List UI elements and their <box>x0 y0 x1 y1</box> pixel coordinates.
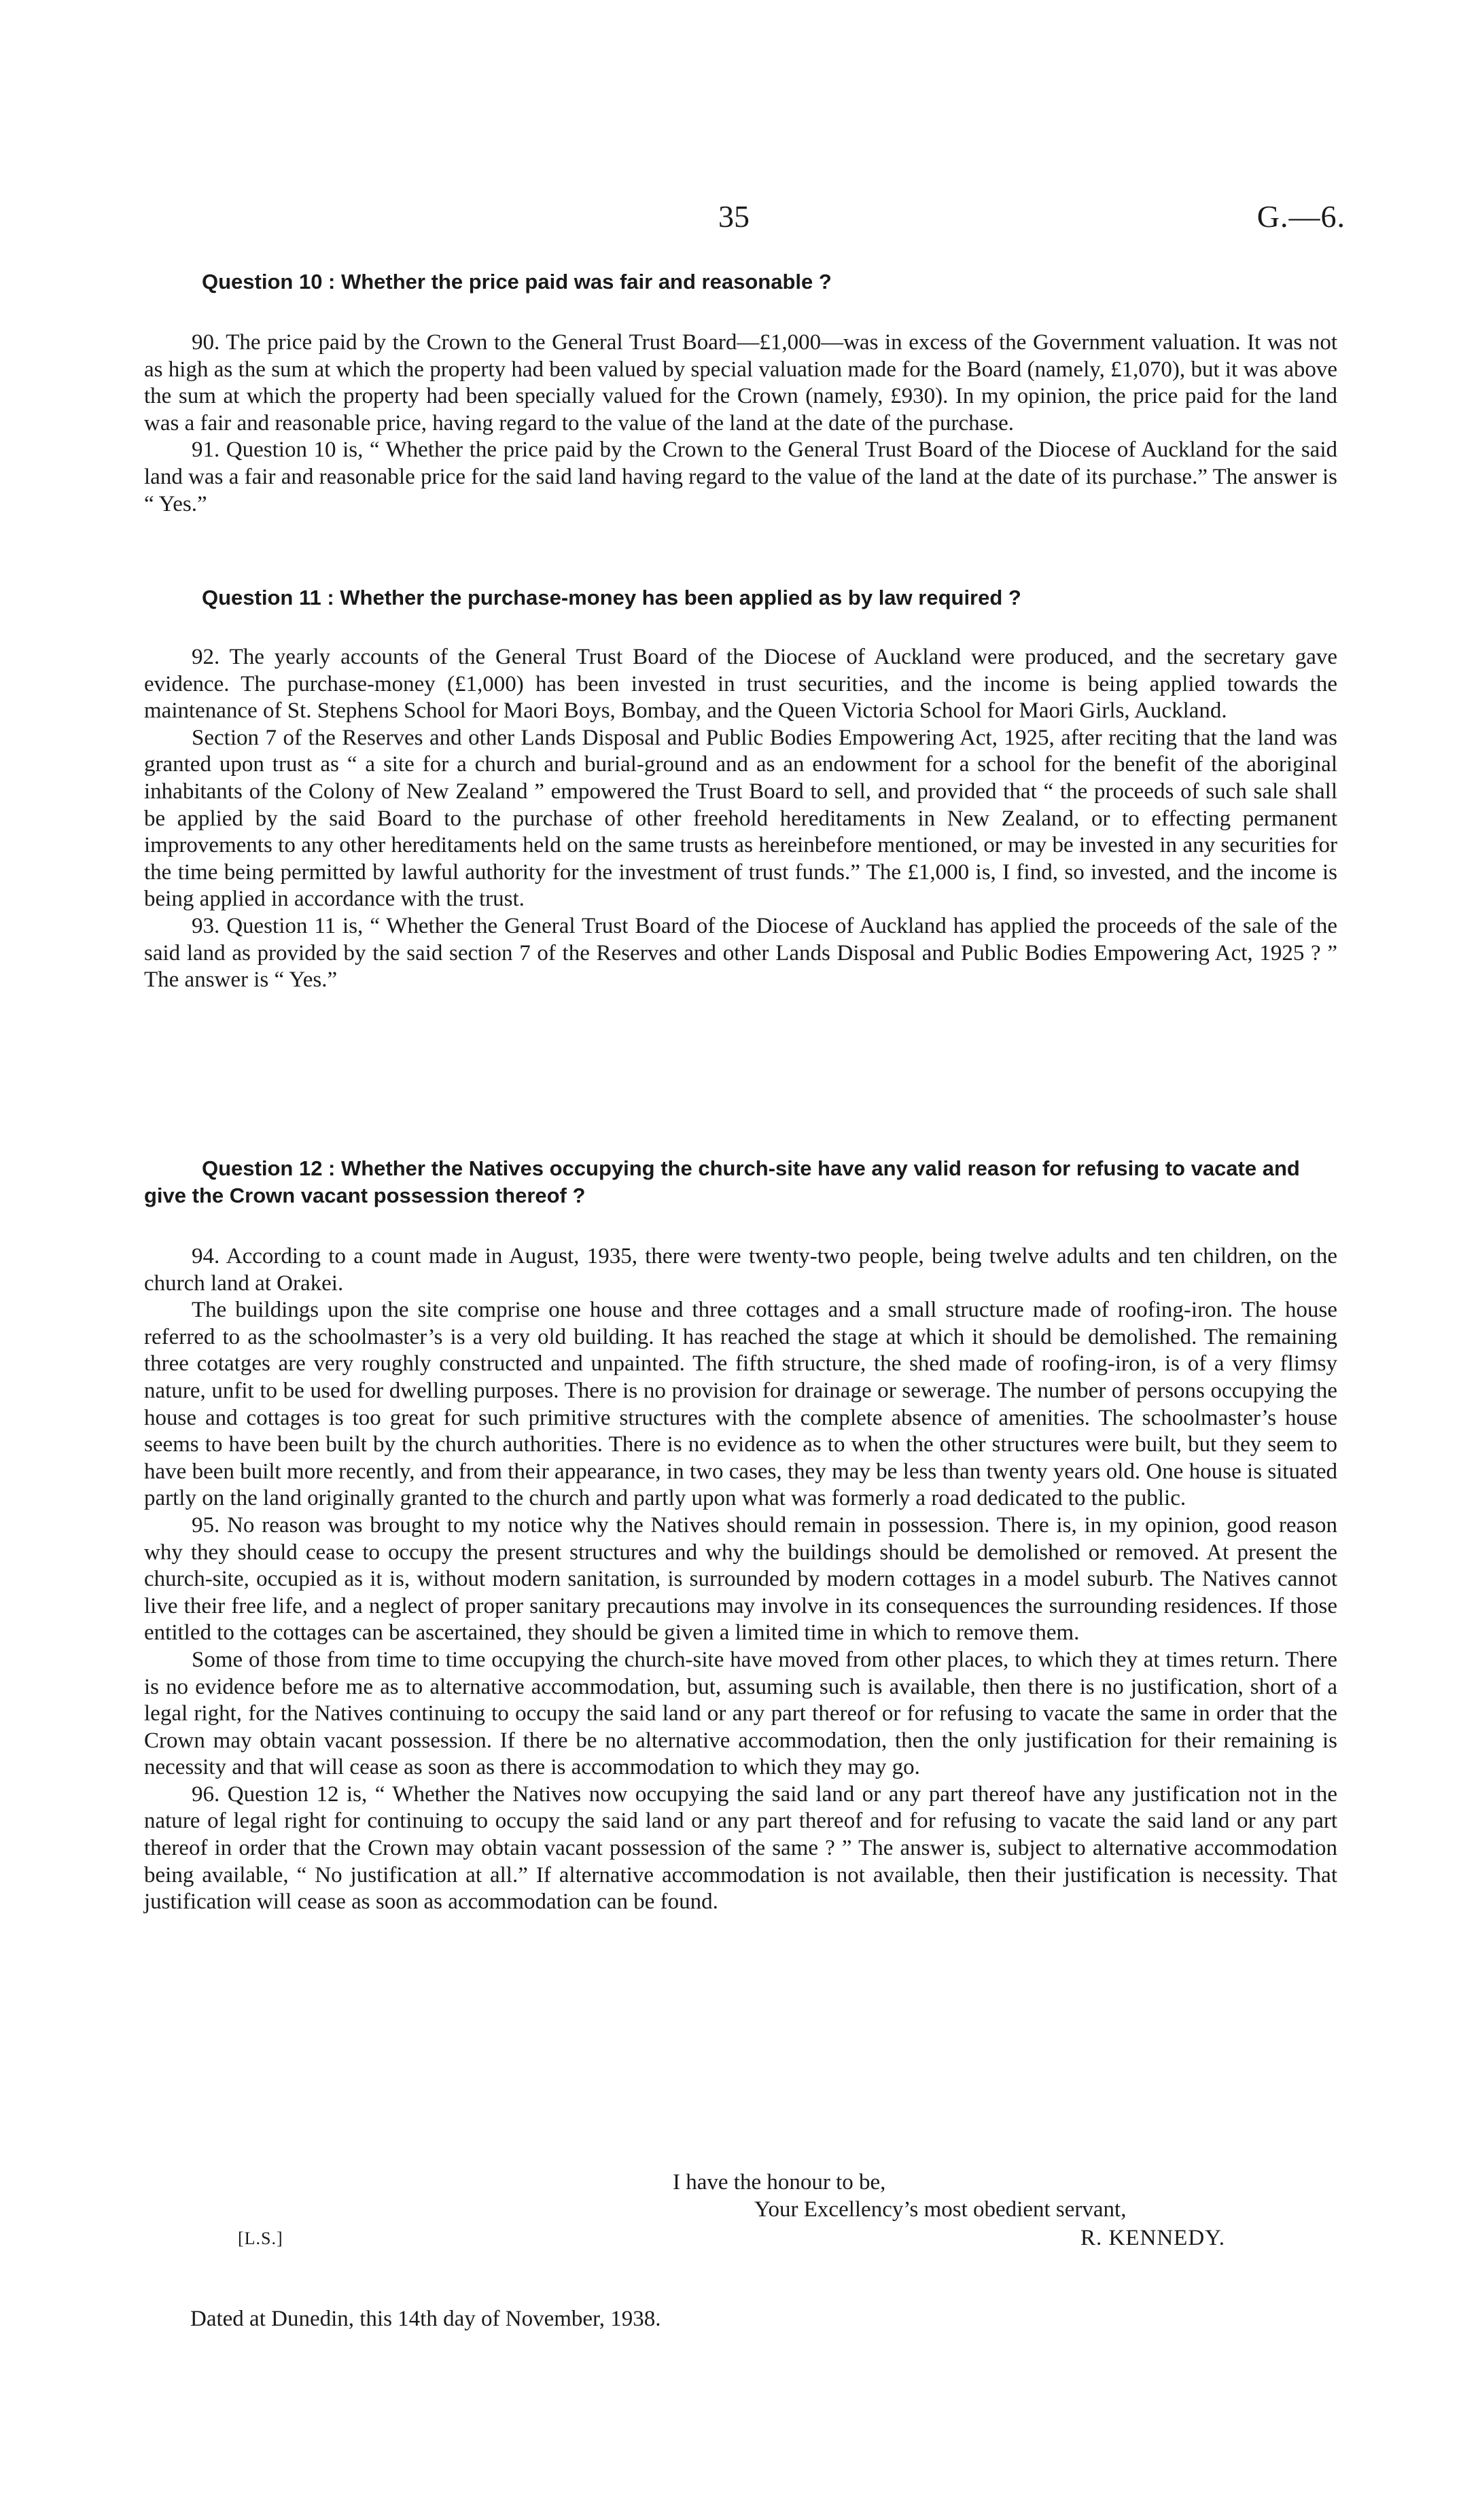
question-10-section <box>144 330 1337 518</box>
paragraph-90: 90. The price paid by the Crown to the General Trust Board—£1,000—was in excess of the Government valuation. It was not as high as the sum at which the property had been valued by special valuation made for the Board (namely, £1,070), but it was above the sum at which the property had been specially valued for the Crown (namely, £930). In my opinion, the price paid for the land was a fair and reasonable price, having regard to the value of the land at the date of the purchase. <box>144 330 1337 436</box>
paragraph-96: 96. Question 12 is, “ Whether the Natives now occupying the said land or any part thereof have any justification not in the nature of legal right for continuing to occupy the said land or any part thereof and for refusing to vacate the said land or any part thereof in order that the Crown may obtain vacant possession of the same ? ” The answer is, subject to alternative accommodation being available, “ No justification at all.” If alternative accommodation is not available, then their justification is necessity. That justification will cease as soon as accommodation can be found. <box>144 1781 1337 1915</box>
closing-honour: I have the honour to be, <box>673 2170 886 2195</box>
question-11-section <box>144 644 1337 994</box>
question-12-heading: Question 12 : Whether the Natives occupying the church-site have any valid reason for refusing to vacate and give the Crown vacant possession thereof ? <box>144 1156 1300 1207</box>
paragraph-93: 93. Question 11 is, “ Whether the General Trust Board of the Diocese of Auckland has applied the proceeds of the sale of the said land as provided by the said section 7 of the Reserves and other Lands Disposal and Public Bodies Empowering Act, 1925 ? ” The answer is “ Yes.” <box>144 913 1337 993</box>
question-12-section <box>144 1243 1337 1916</box>
paragraph-92: 92. The yearly accounts of the General Trust Board of the Diocese of Auckland were produced, and the secretary gave evidence. The purchase-money (£1,000) has been invested in trust securities, and the income is being applied towards the maintenance of St. Stephens School for Maori Boys, Bombay, and the Queen Victoria School for Maori Girls, Auckland. <box>144 645 1337 724</box>
closing-servant: Your Excellency’s most obedient servant, <box>754 2197 1127 2222</box>
paragraph-buildings: The buildings upon the site comprise one house and three cottages and a small structure made of roofing-iron. The house referred to as the schoolmaster’s is a very old building. It has reached the stage at which it should be demolished. The remaining three cotatges are very roughly constructed and unpainted. The fifth structure, the shed made of roofing-iron, is of a very flimsy nature, unfit to be used for dwelling purposes. There is no provision for drainage or sewerage. The number of persons occupying the house and cottages is too great for such primitive structures with the complete absence of amenities. The schoolmaster’s house seems to have been built by the church authorities. There is no evidence as to when the other structures were built, but they seem to have been built more recently, and from their appearance, in two cases, they may be less than twenty years old. One house is situated partly on the land originally granted to the church and partly upon what was formerly a road dedicated to the public. <box>144 1298 1337 1511</box>
paragraph-91: 91. Question 10 is, “ Whether the price paid by the Crown to the General Trust Board of the Diocese of Auckland for the said land was a fair and reasonable price for the said land having regard to the value of the land at the date of its purchase.” The answer is “ Yes.” <box>144 438 1337 516</box>
seal-mark: [L.S.] <box>238 2229 283 2248</box>
question-10-heading: Question 10 : Whether the price paid was fair and reasonable ? <box>202 270 832 294</box>
paragraph-94: 94. According to a count made in August, 1935, there were twenty-two people, being twelve adults and ten children, on the church land at Orakei. <box>144 1244 1337 1296</box>
question-11-heading: Question 11 : Whether the purchase-money has been applied as by law required ? <box>202 586 1021 609</box>
paragraph-alternative-accommodation: Some of those from time to time occupying the church-site have moved from other places, to which they at times return. There is no evidence before me as to alternative accommodation, but, assuming such is available, then there is no justification, short of a legal right, for the Natives continuing to occupy the said land or any part thereof or for refusing to vacate the same in order that the Crown may obtain vacant possession. If there be no alternative accommodation, then the only justification for their remaining is necessity and that will cease as soon as there is accommodation to which they may go. <box>144 1647 1337 1780</box>
dated-line: Dated at Dunedin, this 14th day of November, 1938. <box>190 2307 661 2331</box>
signature: R. KENNEDY. <box>1080 2226 1225 2250</box>
paragraph-95: 95. No reason was brought to my notice why the Natives should remain in possession. There is, in my opinion, good reason why they should cease to occupy the present structures and why the buildings should be demolished or removed. At present the church-site, occupied as it is, without modern sanitation, is surrounded by modern cottages in a model suburb. The Natives cannot live their free life, and a neglect of proper sanitary precautions may involve in its consequences the surrounding residences. If those entitled to the cottages can be ascertained, they should be given a limited time in which to remove them. <box>144 1512 1337 1646</box>
paragraph-section-7: Section 7 of the Reserves and other Lands Disposal and Public Bodies Empowering Act, 1925, after reciting that the land was granted upon trust as “ a site for a church and burial-ground and as an endowment for a school for the benefit of the aboriginal inhabitants of the Colony of New Zealand ” empowered the Trust Board to sell, and provided that “ the proceeds of such sale shall be applied by the said Board to the purchase of other freehold hereditaments in New Zealand, or to effecting permanent improvements to any other hereditaments held on the same trusts as hereinbefore mentioned, or may be invested in any securities for the time being permitted by lawful authority for the investment of trust funds.” The £1,000 is, I find, so invested, and the income is being applied in accordance with the trust. <box>144 725 1337 912</box>
page-number: 35 <box>718 199 750 234</box>
document-reference: G.—6. <box>1256 199 1345 234</box>
